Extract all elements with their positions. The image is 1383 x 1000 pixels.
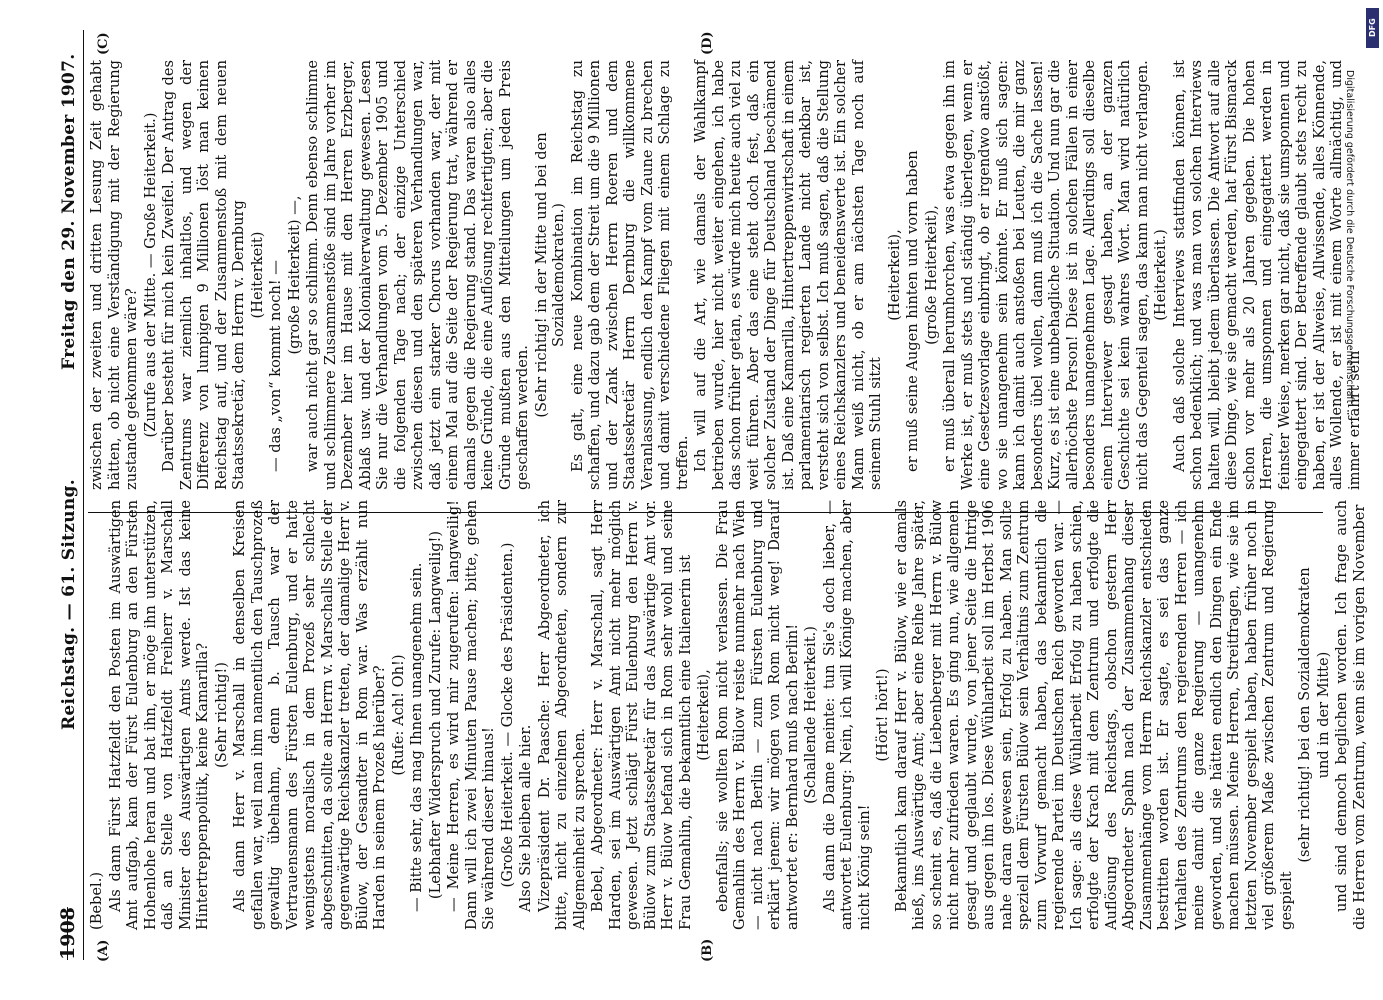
- paragraph: (Schallende Heiterkeit.): [802, 626, 819, 804]
- paragraph: (Lebhafter Widerspruch und Zurufe: Langweilig!): [426, 530, 444, 900]
- paragraph: (große Heiterkeit) —,: [285, 195, 303, 355]
- margin-mark-b: (B): [700, 938, 715, 962]
- paragraph: ebenfalls; sie wollten Rom nicht verlassen. Die Frau Gemahlin des Herrn v. Bülow reiste nunmehr nach Wien — nicht nach Berlin — zum Fürsten Eulenburg und erklärt jenem: wir mögen von Rom nicht weg! Darauf antwortet er: Bernhard muß nach Berlin!: [713, 500, 801, 930]
- left-column: [88, 500, 1369, 930]
- page-header: [55, 30, 84, 960]
- paragraph: Als dann die Dame meinte: tun Sie's doch lieber, — antwortet Eulenburg: Nein, ich will Könige machen, aber nicht König sein!: [820, 500, 873, 930]
- paragraph: Als dann Fürst Hatzfeldt den Posten im Auswärtigen Amt aufgab, kam der Fürst Eulenburg an den Fürsten Hohenlohe heran und bat ihn, er möge ihn unterstützen, daß an Stelle von Hatzfeldt Freiherr v. Marschall Minister des Auswärtigen Amts werde. Ist das keine Hintertreppenpolitik, keine Kamarilla?: [106, 500, 211, 930]
- page-number: 1908: [57, 907, 79, 960]
- paragraph: war auch nicht gar so schlimm. Denn ebenso schlimme und schlimmere Zusammenstöße sind im Jahre vorher im Dezember hier im Hause mit den Herren Erzberger, Ablaß usw. und der Kolonialverwaltung gewesen. Lesen Sie nur die Verhandlungen vom 5. Dezember 1905 und die folgenden Tage nach; der einzige Unterschied zwischen diesen und den späteren Verhandlungen war, daß jetzt ein starker Chorus vorhanden war, der mit einem Mal auf die Seite der Regierung trat, während er damals gegen die Regierung stand. Das waren also alles keine Gründe, die eine Auflösung rechtfertigten; aber die Gründe mußten aus den Mitteilungen um jeden Preis geschaffen werden.: [304, 60, 531, 490]
- paragraph: Also Sie bleiben alle hier.: [517, 724, 534, 912]
- paragraph: (Heiterkeit): [248, 231, 266, 319]
- paragraph: Darüber besteht für mich kein Zweifel. Der Antrag des Zentrums war ziemlich inhaltlos, und wegen der Differenz von lumpigen 9 Millionen löst man keinen Reichstag auf, und der Zusammenstoß mit dem neuen Staatssekretär, dem Herrn v. Dernburg: [160, 60, 247, 490]
- paragraph: (Heiterkeit.): [1152, 229, 1169, 321]
- dfg-logo: DFG: [1366, 8, 1379, 48]
- paragraph: (Heiterkeit),: [885, 229, 903, 321]
- paragraph: zwischen der zweiten und dritten Lesung Zeit gehabt hätten, ob nicht eine Verständigung mit der Regierung zustande gekommen wäre?: [88, 60, 140, 490]
- digitization-acknowledgement: Digitalisierung gefördert durch die Deutsche Forschungsgemeinschaft: [1344, 70, 1355, 404]
- margin-mark-d: (D): [700, 31, 715, 55]
- paragraph: (Zurufe aus der Mitte. — Große Heiterkeit.): [141, 112, 159, 438]
- paragraph: und in der Mitte): [1314, 651, 1332, 779]
- paragraph: — das „von“ kommt noch! —: [267, 260, 284, 472]
- header-session: Reichstag. — 61. Sitzung.: [59, 479, 79, 730]
- paragraph: — Meine Herren, es wird mir zugerufen: langweilig! Dann will ich zwei Minuten Pause machen; bitte, gehen Sie während dieser hinaus!: [445, 500, 497, 930]
- paragraph: (Rufe: Ach! Oh!): [389, 654, 407, 776]
- margin-mark-c: (C): [96, 32, 111, 55]
- paragraph: Es galt, eine neue Kombination im Reichstag zu schaffen, und dazu gab dem der Streit um die 9 Millionen und der Zank zwischen Herrn Roeren und dem Staatssekretär Herrn Dernburg die willkommene Veranlassung, endlich den Kampf vom Zaune zu brechen und damit verschiedene Fliegen mit einem Schlage zu treffen.: [568, 60, 691, 490]
- paragraph: und sind dennoch beglichen worden. Ich frage auch die Herren vom Zentrum, wenn sie im vorigen November: [1333, 500, 1368, 930]
- paragraph: (Bebel.): [88, 871, 105, 930]
- paragraph: Auch daß solche Interviews stattfinden können, ist schon bedenklich; und was man von solchen Interviews halten will, bleibt jedem überlassen. Die Antwort auf alle diese Dinge, wie sie gemacht werden, hat Fürst Bismarck schon vor mehr als 20 Jahren gegeben. Die hohen Herren, die umsponnen und eingegattert werden in feinster Weise, merken gar nicht, daß sie umsponnen und eingegattert sind. Der Betreffende glaubt stets recht zu haben, er ist der Allweise, Allwissende, alles Könnende, alles Wollende, er ist mit einem Worte allmächtig, und immer erfährt sein: [1170, 60, 1363, 490]
- margin-mark-a: (A): [96, 939, 111, 962]
- paragraph: (Große Heiterkeit. — Glocke des Präsidenten.): [498, 542, 516, 888]
- paragraph: er muß überall herumhorchen, was etwa gegen ihn im Werke ist, er muß stets und ständig überlegen, wenn er eine Gesetzesvorlage einbringt, ob er irgendwo anstößt, wo sie unangenehm sein könnte. Er muß sich sagen: kann ich damit auch anstoßen bei Leuten, die mir ganz besonders übel wollen, dann muß ich die Sache lassen! Kurz, es ist eine unbehagliche Situation. Und nun gar die allerhöchste Person! Diese ist in solchen Fällen in einer besonders unangenehmen Lage. Allerdings soll dieselbe einem Interviewer gesagt haben, an der ganzen Geschichte sei kein wahres Wort. Man wird natürlich nicht das Gegenteil sagen, das kann man nicht verlangen.: [941, 60, 1151, 490]
- paragraph: (Hört! hört!): [874, 668, 891, 762]
- paragraph: er muß seine Augen hinten und vorn haben: [904, 150, 921, 472]
- paragraph: Als dann Herr v. Marschall in denselben Kreisen gefallen war, weil man ihm namentlich den Tauschprozeß gewaltig übelnahm, denn b. Tausch war der Vertrauensmann des Fürsten Eulenburg, und er hatte wenigstens moralisch in dem Prozeß sehr schlecht abgeschnitten, da sollte an Herrn v. Marschalls Stelle der gegenwärtige Reichskanzler treten, der damalige Herr v. Bülow, der Gesandter in Rom war. Was erzählt nun Harden in seinem Prozeß hierüber?: [231, 500, 388, 930]
- paragraph: (sehr richtig! bei den Sozialdemokraten: [1296, 567, 1313, 863]
- paragraph: Vizepräsident Dr. Paasche: Herr Abgeordneter, ich bitte, nicht zu einzelnen Abgeordneten, sondern zur Allgemeinheit zu sprechen.: [535, 500, 588, 930]
- paragraph: (Heiterkeit),: [695, 669, 712, 761]
- right-column: [88, 60, 1364, 490]
- paragraph: (Sehr richtig!): [212, 662, 230, 768]
- paragraph: Ich will auf die Art, wie damals der Wahlkampf betrieben wurde, hier nicht weiter eingehen, ich habe das schon früher getan, es würde mich heute auch viel zu weit führen. Aber das eine steht doch fest, daß ein solcher Zustand der Dinge für Deutschland beschämend ist. Daß eine Kamarilla, Hintertreppenwirtschaft in einem parlamentarisch regierten Lande nicht denkbar ist, versteht sich von selbst. Ich muß sagen, daß die Stellung eines Reichskanzlers und beneidenswerte ist. Ein solcher Mann weiß nicht, ob er am nächsten Tage noch auf seinem Stuhl sitzt: [692, 60, 884, 490]
- paragraph: — Bitte sehr, das mag Ihnen unangenehm sein.: [408, 562, 425, 912]
- paragraph: (Sehr richtig! in der Mitte und bei den Sozialdemokraten.): [532, 132, 567, 418]
- paragraph: Bekanntlich kam darauf Herr v. Bülow, wie er damals hieß, ins Auswärtige Amt; aber eine Reihe Jahre später, so scheint es, daß die Liebenberger mit Herrn v. Bülow nicht mehr zufrieden waren. Es ging nun, wie allgemein gesagt und geglaubt wurde, von jener Seite die Intrige aus gegen ihn los. Diese Wühlarbeit soll im Herbst 1906 nahe daran gewesen sein, Erfolg zu haben. Man sollte speziell dem Fürsten Bülow sein Verhältnis zum Zentrum zum Vorwurf gemacht haben, das bekanntlich die regierende Partei im Deutschen Reich geworden war. — Ich sage: als diese Wühlarbeit Erfolg zu haben schien, erfolgte der Krach mit dem Zentrum und erfolgte die Auflösung des Reichstags, obschon gestern Herr Abgeordneter Spahn nach der Zusammenhang dieser Zusammenhänge vom Herrn Reichskanzler entschieden bestritten worden ist. Er sagte, es sei das ganze Verhalten des Zentrums den regierenden Herren — ich meine damit die ganze Regierung — unangenehm geworden, und sie hätten endlich den Dingen ein Ende machen müssen. Meine Herren, Streitfragen, wie sie im letzten November gespielt haben, haben früher noch in viel größerem Maße zwischen Zentrum und Regierung gespielt: [892, 500, 1295, 930]
- paragraph: (große Heiterkeit),: [922, 205, 940, 345]
- paragraph: Bebel, Abgeordneter: Herr v. Marschall, sagt Herr Harden, sei im Auswärtigen Amt nicht mehr möglich gewesen. Jetzt schlägt Fürst Eulenburg den Herrn v. Bülow zum Staatssekretär für das Auswärtige Amt vor. Herr v. Bülow befand sich in Rom sehr wohl und seine Frau Gemahlin, die bekanntlich eine Italienerin ist: [589, 500, 694, 930]
- header-date: Freitag den 29. November 1907.: [59, 53, 79, 370]
